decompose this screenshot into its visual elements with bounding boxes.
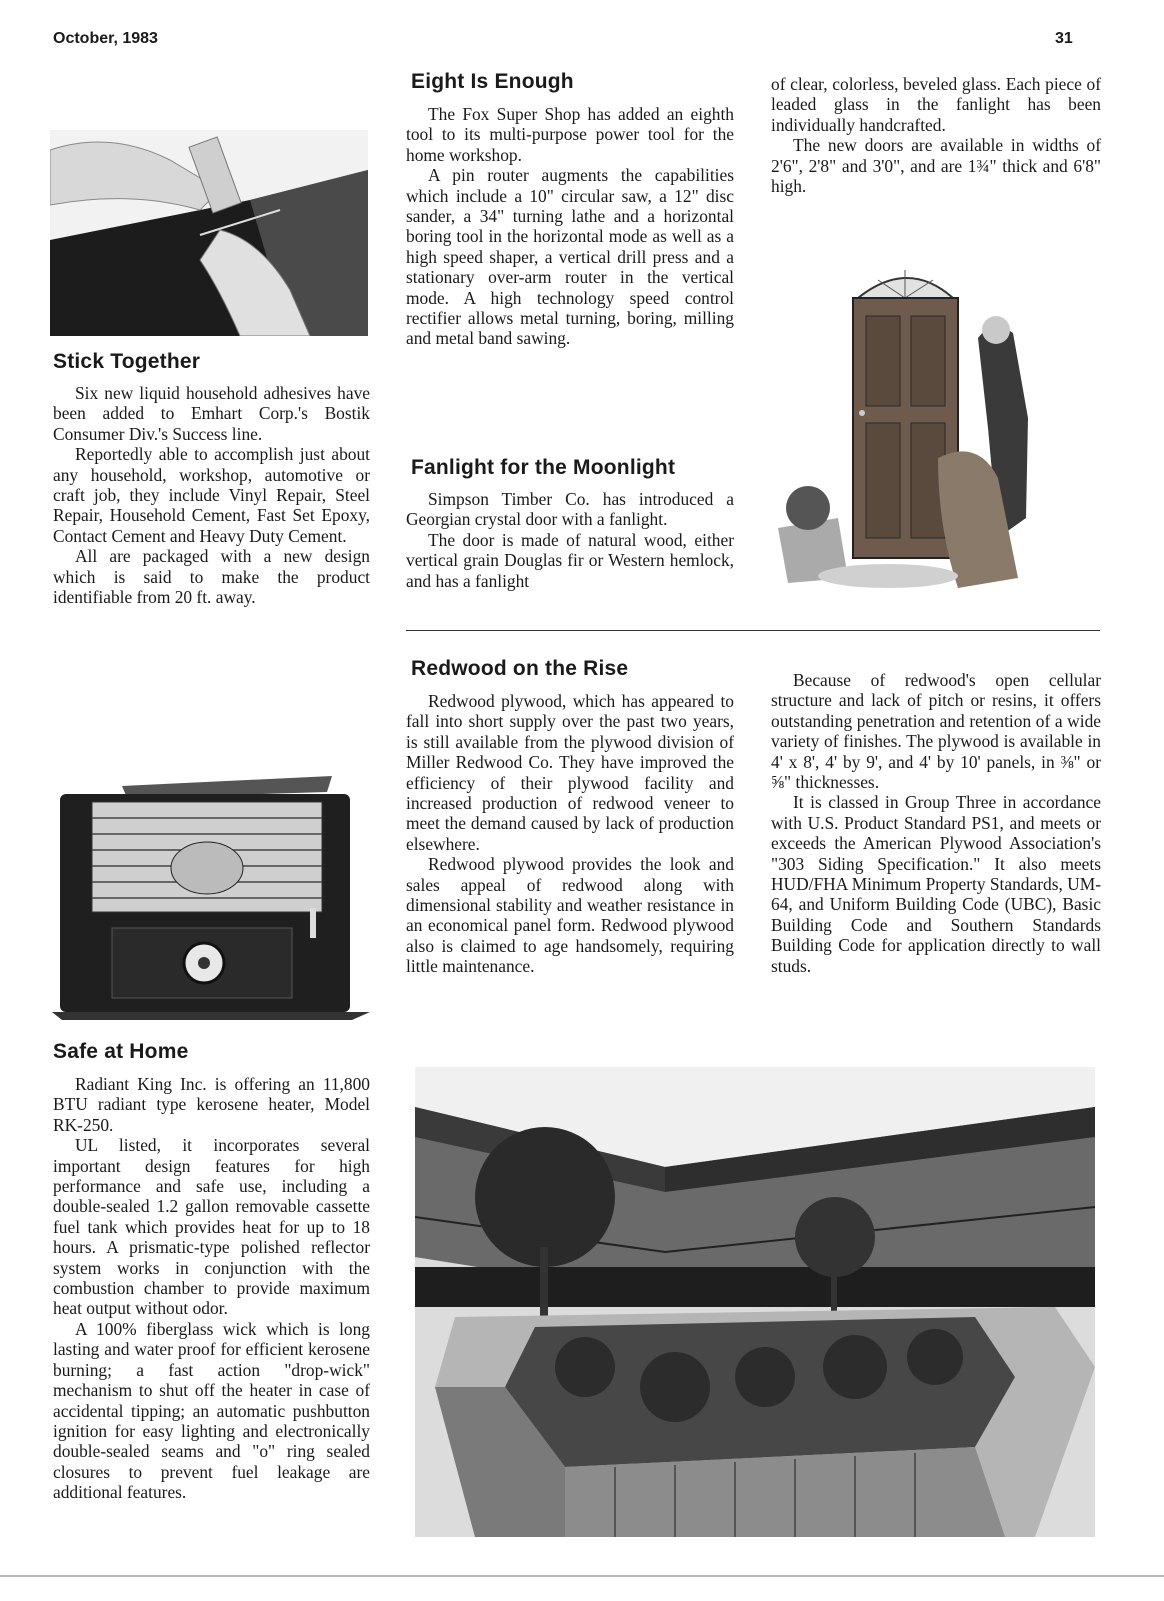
paragraph: The new doors are available in widths of 2'6", 2'8" and 3'0", and are 1¾" thick and 6'8" high. [771, 135, 1101, 197]
article-title-redwood: Redwood on the Rise [411, 657, 629, 680]
article-title-safe-at-home: Safe at Home [53, 1040, 189, 1063]
paragraph: Simpson Timber Co. has introduced a Georgian crystal door with a fanlight. [406, 489, 734, 530]
adhesive-photo [50, 130, 368, 336]
article-title-eight-is-enough: Eight Is Enough [411, 70, 574, 93]
paragraph: Radiant King Inc. is offering an 11,800 BTU radiant type kerosene heater, Model RK-250. [53, 1074, 370, 1135]
paragraph: Six new liquid household adhesives have been added to Emhart Corp.'s Bostik Consumer Div.'s Success line. [53, 383, 370, 444]
paragraph: of clear, colorless, beveled glass. Each piece of leaded glass in the fanlight has been individually handcrafted. [771, 74, 1101, 135]
door-photo [778, 258, 1094, 608]
article-title-stick-together: Stick Together [53, 350, 201, 373]
article-continuation-fanlight [771, 74, 1101, 196]
article-title-fanlight: Fanlight for the Moonlight [411, 456, 676, 479]
paragraph: A 100% fiberglass wick which is long lasting and water proof for efficient kerosene burning; a fast action "drop-wick" mechanism to shut off the heater in case of accidental tipping; an automatic pushbutton ignition for easy lighting and electronically double-sealed seams and "o" ring sealed closures to prevent fuel leakage are additional features. [53, 1318, 370, 1503]
article-body-redwood-col1 [406, 691, 734, 977]
paragraph: UL listed, it incorporates several important design features for high performance and safe use, including a double-sealed 1.2 gallon removable cassette fuel tank which provides heat for up to 18 hours. A prismatic-type polished reflector system works in conjunction with the combustion chamber to provide maximum heat output without odor. [53, 1135, 370, 1319]
paragraph: Redwood plywood provides the look and sales appeal of redwood along with dimensional stability and weather resistance in an economical panel form. Redwood plywood also is claimed to age handsomely, requiring little maintenance. [406, 854, 734, 977]
article-body-redwood-col2 [771, 670, 1101, 976]
paragraph: Because of redwood's open cellular structure and lack of pitch or resins, it offers outstanding penetration and retention of a wide variety of finishes. The plywood is available in 4' x 8', 4' by 9', and 4' by 10' panels, in ⅜" or ⅝" thicknesses. [771, 670, 1101, 793]
page-edge [0, 1575, 1164, 1577]
article-body-eight-is-enough [406, 104, 734, 349]
paragraph: A pin router augments the capabilities which include a 10" circular saw, a 12" disc sander, a 34" turning lathe and a horizontal boring tool in the horizontal mode as well as a high speed shaper, a vertical drill press and a stationary over-arm router in the vertical mode. A high technology speed control rectifier allows metal turning, boring, milling and metal band sawing. [406, 165, 734, 349]
issue-date: October, 1983 [53, 30, 158, 47]
page-number: 31 [1055, 30, 1073, 47]
paragraph: It is classed in Group Three in accordance with U.S. Product Standard PS1, and meets or exceeds the American Plywood Association's "303 Siding Specification." It also meets HUD/FHA Minimum Property Standards, UM-64, and Uniform Building Code (UBC), Basic Building Code and Southern Standards Building Code for application directly to wall studs. [771, 792, 1101, 976]
paragraph: The Fox Super Shop has added an eighth tool to its multi-purpose power tool for the home workshop. [406, 104, 734, 165]
paragraph: The door is made of natural wood, either vertical grain Douglas fir or Western hemlock, and has a fanlight [406, 529, 734, 591]
article-body-stick-together [53, 383, 370, 607]
article-body-safe-at-home [53, 1074, 370, 1503]
article-body-fanlight [406, 489, 734, 591]
kerosene-heater-photo [52, 758, 370, 1032]
paragraph: Redwood plywood, which has appeared to fall into short supply over the past two years, is still available from the plywood division of Miller Redwood Co. They have improved the efficiency of their plywood facility and increased production of redwood veneer to meet the demand caused by lack of production elsewhere. [406, 691, 734, 854]
paragraph: Reportedly able to accomplish just about any household, workshop, automotive or craft job, they include Vinyl Repair, Steel Repair, Household Cement, Fast Set Epoxy, Contact Cement and Heavy Duty Cement. [53, 444, 370, 546]
redwood-courtyard-photo [415, 1067, 1095, 1537]
paragraph: All are packaged with a new design which is said to make the product identifiable from 20 ft. away. [53, 546, 370, 608]
section-divider [406, 630, 1100, 631]
